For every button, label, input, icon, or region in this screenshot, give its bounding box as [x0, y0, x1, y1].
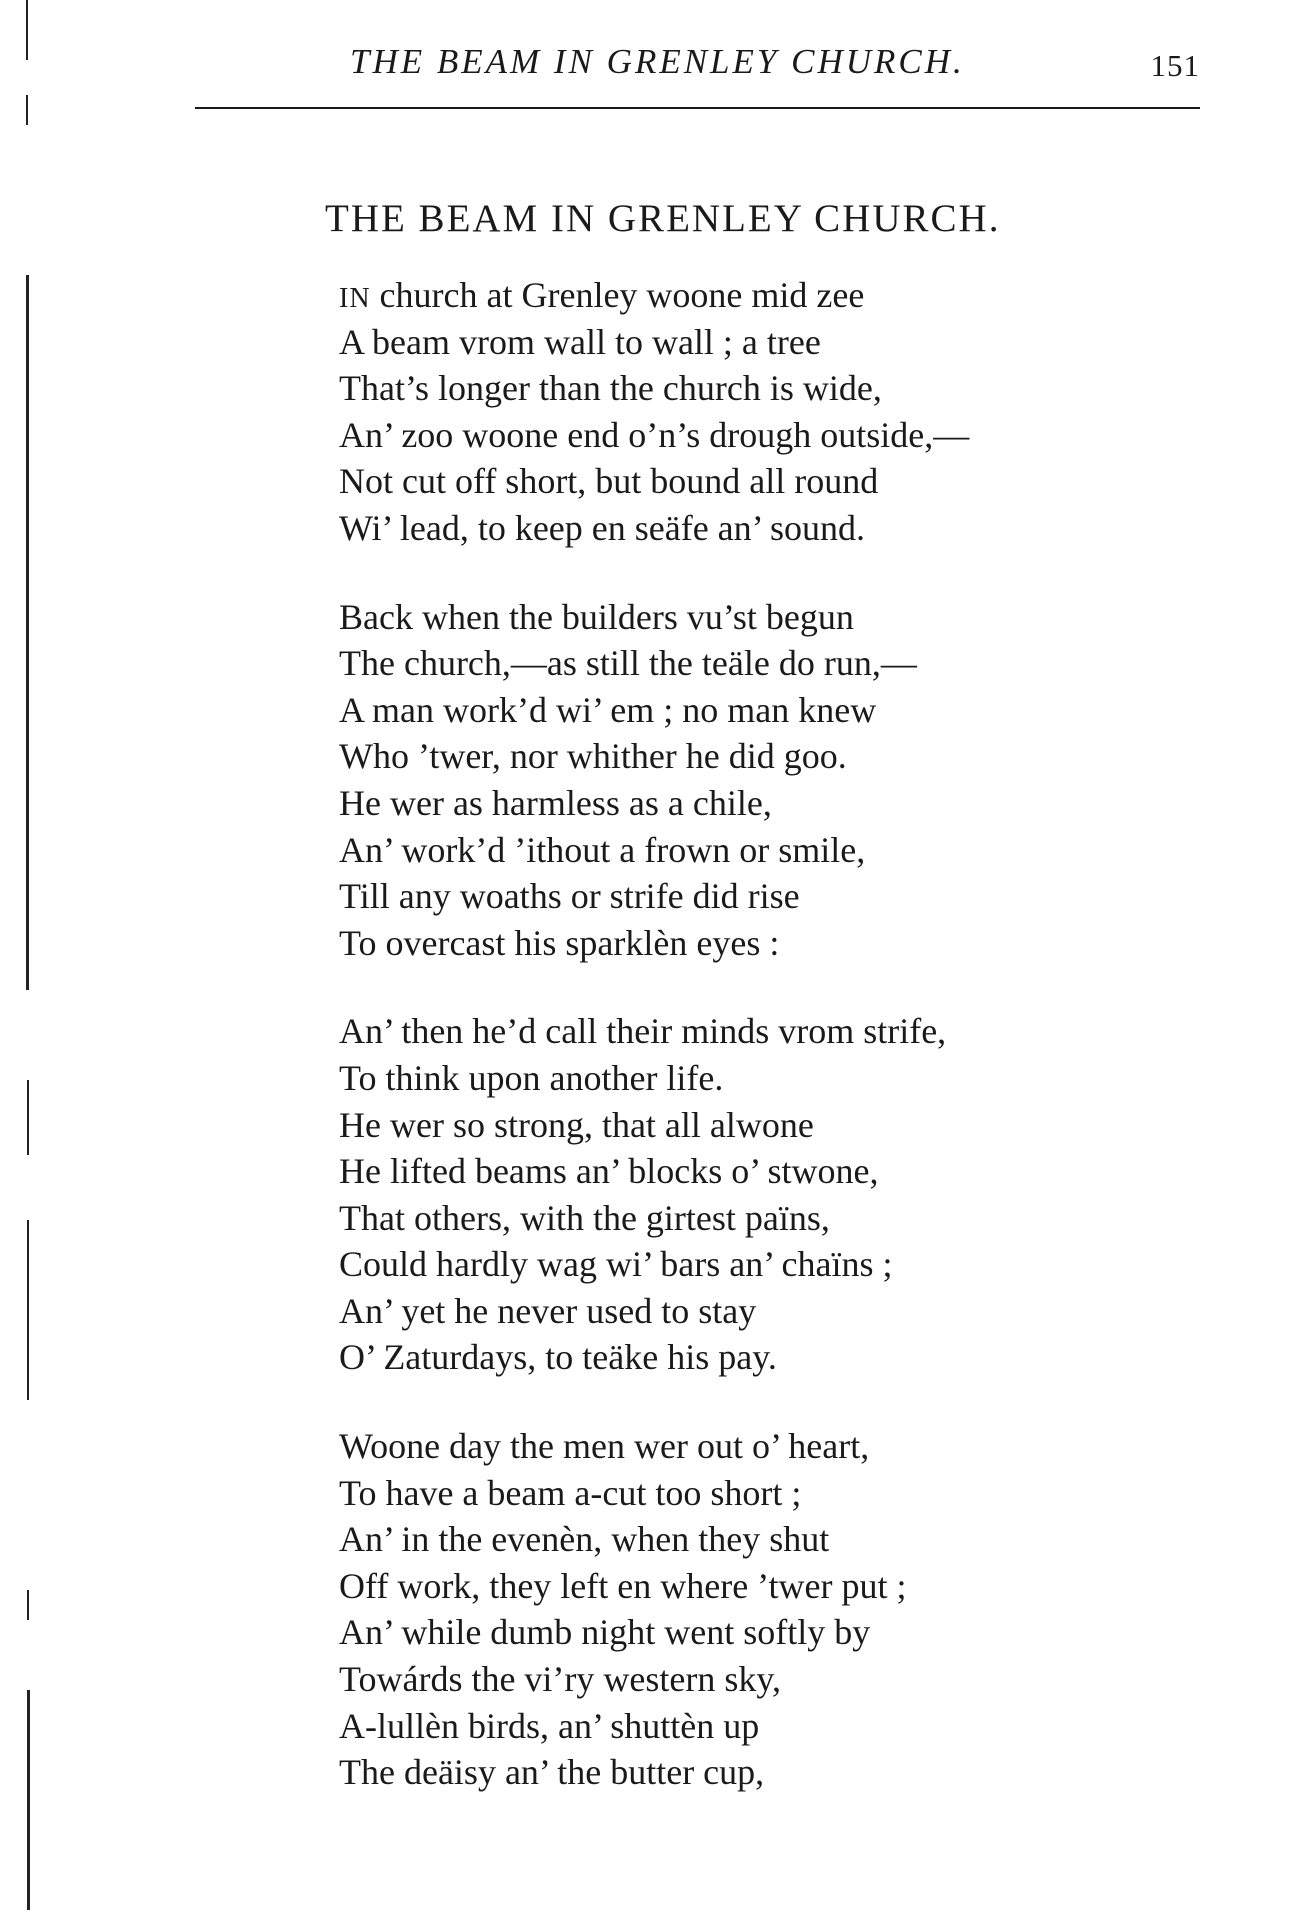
poem-title: THE BEAM IN GRENLEY CHURCH. — [325, 197, 1001, 240]
poem-line: Who ’twer, nor whither he did goo. — [339, 736, 847, 777]
scan-edge-mark — [27, 1690, 30, 1910]
poem-line: An’ zoo woone end o’n’s drough outside,— — [339, 414, 970, 455]
poem-line: To think upon another life. — [339, 1057, 724, 1098]
scan-edge-mark — [26, 0, 28, 60]
poem-line: A man work’d wi’ em ; no man knew — [339, 689, 877, 730]
poem-line: He lifted beams an’ blocks o’ stwone, — [339, 1151, 879, 1192]
poem-line: To overcast his sparklèn eyes : — [339, 922, 780, 963]
poem-line: Could hardly wag wi’ bars an’ chaïns ; — [339, 1244, 893, 1285]
poem-line: A-lullèn birds, an’ shuttèn up — [339, 1705, 760, 1746]
drop-initial: IN — [339, 283, 371, 314]
scan-edge-mark — [26, 275, 29, 990]
running-head-title: THE BEAM IN GRENLEY CHURCH. — [350, 42, 965, 81]
poem-line: Not cut off short, but bound all round — [339, 461, 879, 502]
poem-line: The deäisy an’ the butter cup, — [339, 1752, 765, 1793]
stanza — [339, 594, 1159, 967]
poem-line: Back when the builders vu’st begun — [339, 596, 854, 637]
poem-line: The church,—as still the teäle do run,— — [339, 643, 917, 684]
poem-line: Wi’ lead, to keep en seäfe an’ sound. — [339, 507, 865, 548]
poem-line: That’s longer than the church is wide, — [339, 368, 882, 409]
scan-edge-mark — [26, 95, 28, 125]
poem-line: To have a beam a-cut too short ; — [339, 1472, 802, 1513]
scan-edge-mark — [27, 1590, 29, 1620]
poem-line: An’ work’d ’ithout a frown or smile, — [339, 829, 866, 870]
poem-line: An’ then he’d call their minds vrom strife, — [339, 1011, 947, 1052]
poem-line: A beam vrom wall to wall ; a tree — [339, 321, 821, 362]
stanza — [339, 272, 1159, 552]
poem-line: Woone day the men wer out o’ heart, — [339, 1426, 870, 1467]
poem-line: Off work, they left en where ’twer put ; — [339, 1565, 907, 1606]
page-number: 151 — [1150, 48, 1200, 83]
poem-line: That others, with the girtest païns, — [339, 1197, 830, 1238]
poem-body — [339, 272, 1159, 1838]
poem-line: He wer as harmless as a chile, — [339, 782, 772, 823]
running-head — [195, 42, 1200, 92]
poem-line: Till any woaths or strife did rise — [339, 876, 800, 917]
stanza — [339, 1008, 1159, 1381]
scan-edge-mark — [27, 1080, 29, 1155]
poem-line: An’ while dumb night went softly by — [339, 1612, 871, 1653]
stanza — [339, 1423, 1159, 1796]
poem-line: An’ yet he never used to stay — [339, 1290, 757, 1331]
poem-line: O’ Zaturdays, to teäke his pay. — [339, 1337, 777, 1378]
poem-line: He wer so strong, that all alwone — [339, 1104, 814, 1145]
header-rule — [195, 107, 1200, 109]
poem-line: Towárds the vi’ry western sky, — [339, 1659, 782, 1700]
poem-line: IN church at Grenley woone mid zee — [339, 275, 865, 315]
scan-edge-mark — [27, 1220, 29, 1400]
poem-line: An’ in the evenèn, when they shut — [339, 1519, 830, 1560]
